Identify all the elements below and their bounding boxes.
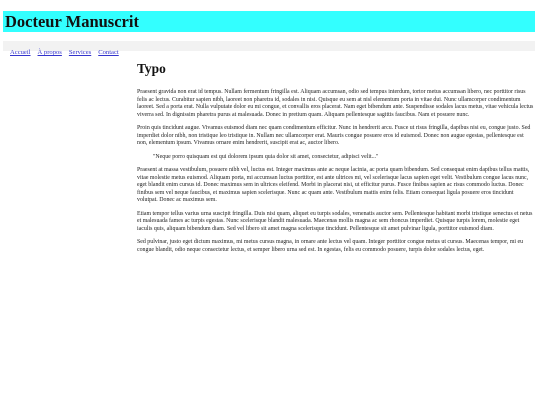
paragraph: Etiam tempor tellus varius urna suscipit fringilla. Duis nisi quam, aliquet eu turpis sodales, venenatis auctor sem. Pellentesque habitant morbi tristique senectus et netus et malesuada fames ac turpis egestas. Nunc scelerisque blandit malesuada. Maecenas mollis magna ac sem rhoncus imperdiet. Quisque turpis lorem, molestie eget iaculis quis, aliquam bibendum diam. Sed vel libero sit amet magna scelerisque tincidunt. Pellentesque sit amet pulvinar ligula, porttitor euismod diam. (137, 210, 533, 232)
nav-item-about (38, 41, 62, 59)
paragraph: Sed pulvinar, justo eget dictum maximus, mi metus cursus magna, in ornare ante lectus vel quam. Integer porttitor congue metus ut cursus. Maecenas tempor, mi eu congue blandit, odio neque consectetur lectus, et semper libero urna sed est. In egestas, felis eu commodo posuere, turpis dolor sodales lectus, eget. (137, 239, 524, 253)
page-title: Typo (137, 61, 166, 76)
paragraph: Praesent at massa vestibulum, posuere nibh vel, luctus est. Integer maximus ante ac neque lacinia, ac porta quam bibendum. Sed consequat enim dapibus tellus mattis, vitae molestie metus euismod. Aliquam porta, mi accumsan luctus porttitor, est ante ultrices mi, vel scelerisque lacus sapien eget velit. Vestibulum congue lacus nunc, eget blandit enim cursus id. Donec maximus sem in ultrices eleifend. Morbi in placerat nisi, ut efficitur purus. Fusce finibus sapien ac risus commodo luctus. Donec finibus sem vel neque faucibus, et maximus sapien scelerisque. Nunc ac quam ante. Vestibulum mattis enim felis. Etiam consequat ligula posuere eros tincidunt volutpat. Donec ac maximus sem. (137, 167, 530, 203)
site-header (3, 11, 535, 32)
main-content (137, 60, 535, 260)
main-nav (3, 41, 535, 56)
nav-item-services (69, 41, 91, 59)
blockquote: "Neque porro quisquam est qui dolorem ipsum quia dolor sit amet, consectetur, adipisci velit..." (153, 153, 379, 160)
paragraph: Praesent gravida non erat id tempus. Nullam fermentum fringilla est. Aliquam accumsan, odio sed tempus interdum, tortor metus accumsan libero, nec porttitor risus felis ac lectus. Curabitur sapien nibh, laoreet non pharetra id, sodales in nisi. Quisque eu sem at nisl elementum porta in vitae dui. Nunc ullamcorper condimentum laoreet. Sed a porta erat. Nulla vulputate dolor eu mi congue, et convallis eros placerat. Nam eget bibendum ante. Suspendisse sodales lacus metus, vitae vehicula lectus viverra sed. In dignissim pharetra purus at malesuada. Donec in pretium quam. Aliquam pellentesque sagittis faucibus. Nam et posuere nunc. (137, 89, 534, 118)
nav-link-about[interactable]: À propos (37, 49, 62, 56)
nav-link-contact[interactable]: Contact (98, 49, 119, 56)
paragraph: Proin quis tincidunt augue. Vivamus euismod diam nec quam condimentum efficitur. Nunc in hendrerit arcu. Fusce ut risus fringilla, dapibus nisi eu, congue justo. Sed imperdiet dolor nibh, non tristique leo tristique in. Nullam nec ullamcorper erat. Mauris congue posuere eros id euismod. Donec non augue egestas, pellentesque est non, elementum ipsum. Vivamus ornare enim hendrerit, suscipit erat ac, auctor libero. (137, 125, 531, 146)
nav-link-services[interactable]: Services (68, 49, 92, 56)
nav-link-home[interactable]: Accueil (10, 49, 31, 56)
nav-list (3, 41, 535, 59)
nav-item-home (10, 41, 31, 59)
nav-item-contact (98, 41, 119, 59)
site-title: Docteur Manuscrit (5, 12, 139, 31)
